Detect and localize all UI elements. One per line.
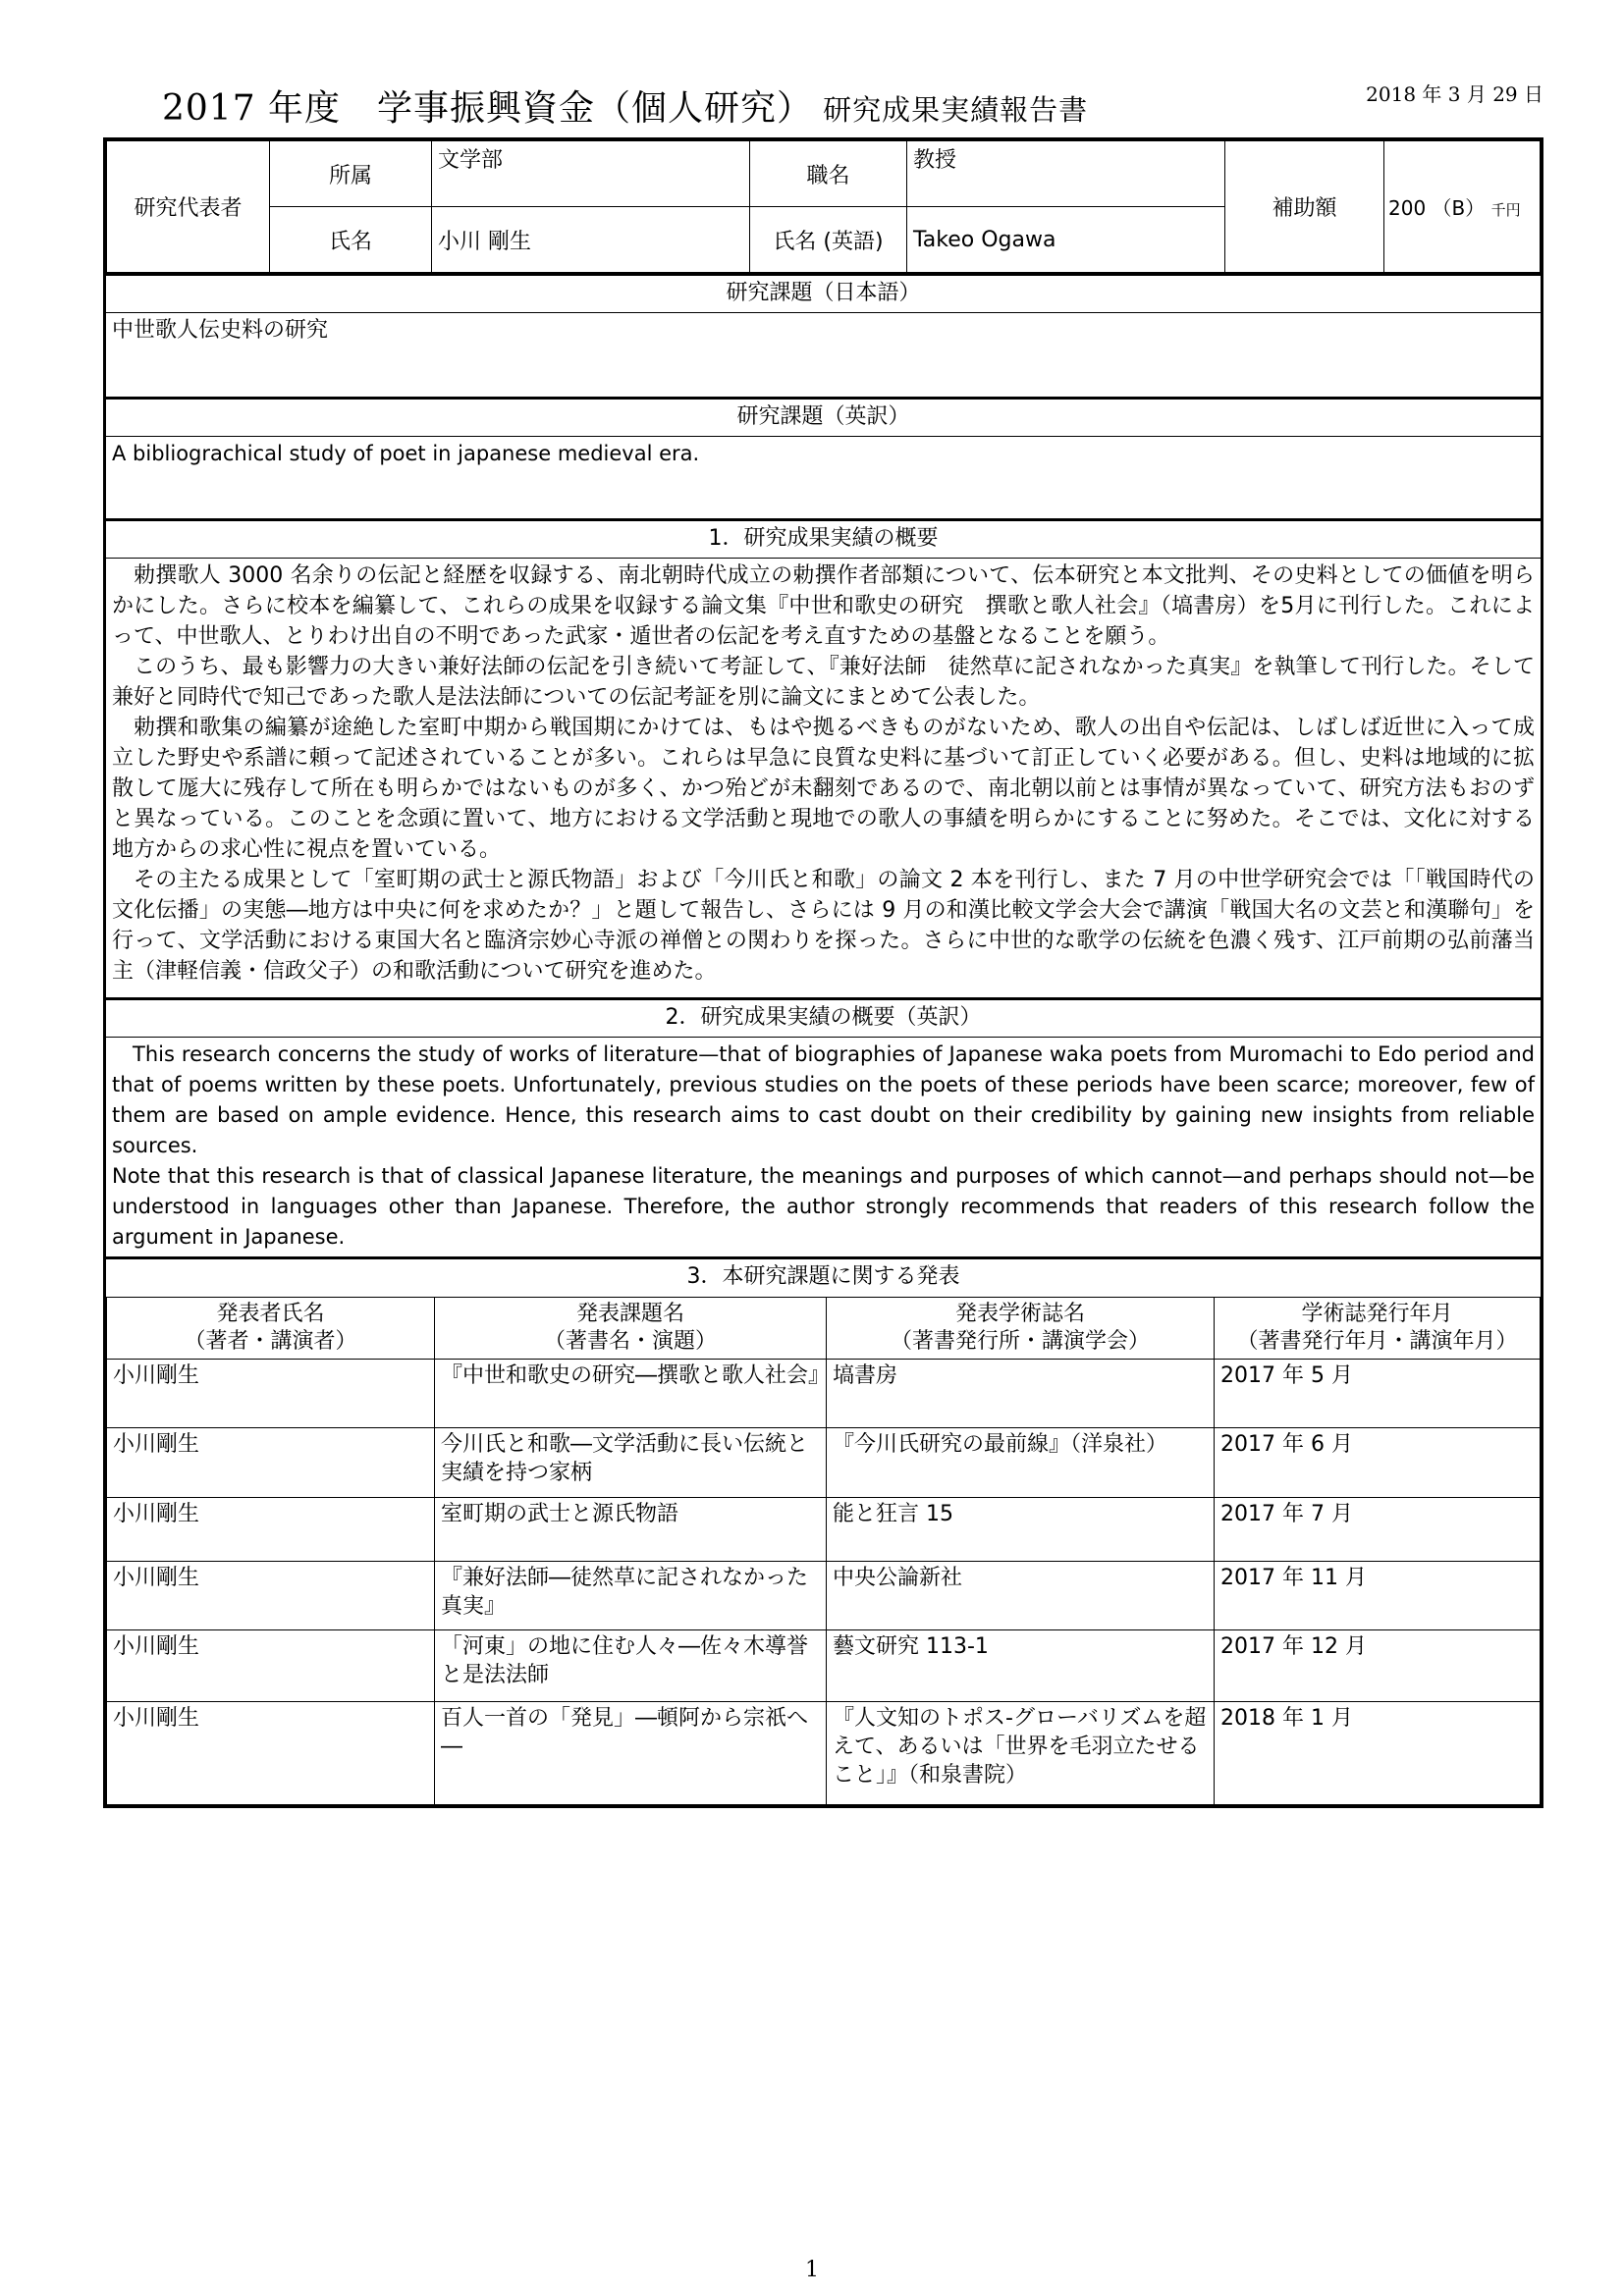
summary-en-heading: 2．研究成果実績の概要（英訳） <box>106 1000 1541 1038</box>
summary-ja-paragraph: その主たる成果として「室町期の武士と源氏物語」および「今川氏と和歌」の論文 2 本を刊行し、また 7 月の中世学研究会では「「戦国時代の文化伝播」の実態―地方は中央に何を求めたか？」と題して報告し、さらには 9 月の和漢比較文学会大会で講演「戦国大名の文芸と和漢聯句」を行って、文学活動における東国大名と臨済宗妙心寺派の禅僧との関わりを探った。さらに中世的な歌学の伝統を色濃く残す、江戸前期の弘前藩当主（津軽信義・信政父子）の和歌活動について研究を進めた。 <box>112 868 1535 984</box>
cell-title: 室町期の武士と源氏物語 <box>435 1498 827 1562</box>
name-en-value: Takeo Ogawa <box>907 207 1225 273</box>
cell-date: 2017 年 11 月 <box>1215 1562 1541 1630</box>
table-row <box>107 1428 1541 1498</box>
report-subtitle: 研究成果実績報告書 <box>823 93 1089 127</box>
name-en-label: 氏名 (英語) <box>750 207 907 273</box>
col-header-title: 発表課題名 （著書名・演題） <box>435 1298 827 1360</box>
cell-presenter: 小川剛生 <box>107 1630 435 1702</box>
cell-journal: 中央公論新社 <box>827 1562 1215 1630</box>
col-header-date: 学術誌発行年月 （著書発行年月・講演年月） <box>1215 1298 1541 1360</box>
cell-journal: 能と狂言 15 <box>827 1498 1215 1562</box>
cell-journal: 塙書房 <box>827 1360 1215 1428</box>
affil-value: 文学部 <box>432 141 750 207</box>
summary-en-paragraph: Note that this research is that of classical Japanese literature, the meanings and purposes of which cannot—and perhaps should not—be understood in languages other than Japanese. Therefore, the author strongly recommends that readers of this research follow the argument in Japanese. <box>112 1164 1535 1249</box>
cell-title: 「河東」の地に住む人々―佐々木導誉と是法法師 <box>435 1630 827 1702</box>
col-header-presenter: 発表者氏名 （著者・講演者） <box>107 1298 435 1360</box>
name-label: 氏名 <box>270 207 432 273</box>
table-row <box>107 1562 1541 1630</box>
summary-en-section <box>106 1000 1541 1259</box>
topic-en-text: A bibliograchical study of poet in japanese medieval era. <box>112 442 700 465</box>
publications-table <box>106 1297 1541 1805</box>
summary-en-paragraph: This research concerns the study of works of literature—that of biographies of Japanese waka poets from Muromachi to Edo period and that of poems written by these poets. Unfortunately, previous studies on the poets of these periods have been scarce; moreover, few of them are based on ample evidence. Hence, this research aims to cast doubt on their credibility by gaining new insights from reliable sources. <box>112 1042 1535 1157</box>
topic-ja-text: 中世歌人伝史料の研究 <box>112 318 329 343</box>
table-row <box>107 1702 1541 1805</box>
cell-presenter: 小川剛生 <box>107 1562 435 1630</box>
table-header-row <box>107 1298 1541 1360</box>
topic-ja-section <box>106 276 1541 400</box>
cell-date: 2018 年 1 月 <box>1215 1702 1541 1805</box>
table-row <box>107 1498 1541 1562</box>
cell-journal: 藝文研究 113-1 <box>827 1630 1215 1702</box>
cell-date: 2017 年 5 月 <box>1215 1360 1541 1428</box>
summary-ja-paragraph: このうち、最も影響力の大きい兼好法師の伝記を引き続いて考証して、『兼好法師 徒然草に記されなかった真実』を執筆して刊行した。そして兼好と同時代で知己であった歌人是法法師についての伝記考証を別に論文にまとめて公表した。 <box>112 655 1535 710</box>
report-form <box>103 137 1543 1808</box>
page-number: 1 <box>805 2258 819 2282</box>
report-date: 2018 年 3 月 29 日 <box>1366 82 1543 106</box>
cell-presenter: 小川剛生 <box>107 1428 435 1498</box>
rep-label: 研究代表者 <box>107 141 270 273</box>
cell-date: 2017 年 7 月 <box>1215 1498 1541 1562</box>
position-label: 職名 <box>750 141 907 207</box>
position-value: 教授 <box>907 141 1225 207</box>
info-section <box>106 140 1541 276</box>
col-header-journal: 発表学術誌名 （著書発行所・講演学会） <box>827 1298 1215 1360</box>
cell-presenter: 小川剛生 <box>107 1702 435 1805</box>
cell-date: 2017 年 6 月 <box>1215 1428 1541 1498</box>
grant-value: 200 （B） 千円 <box>1384 141 1541 273</box>
name-value: 小川 剛生 <box>432 207 750 273</box>
summary-ja-heading: 1．研究成果実績の概要 <box>106 521 1541 559</box>
summary-ja-paragraph: 勅撰和歌集の編纂が途絶した室町中期から戦国期にかけては、もはや拠るべきものがないため、歌人の出自や伝記は、しばしば近世に入って成立した野史や系譜に頼って記述されていることが多い。これらは早急に良質な史料に基づいて訂正していく必要がある。但し、史料は地域的に拡散して厖大に残存して所在も明らかではないものが多く、かつ殆どが未翻刻であるので、南北朝以前とは事情が異なっていて、研究方法もおのずと異なっている。このことを念頭に置いて、地方における文学活動と現地での歌人の事績を明らかにすることに努めた。そこでは、文化に対する地方からの求心性に視点を置いている。 <box>112 716 1535 862</box>
topic-en-heading: 研究課題（英訳） <box>106 400 1541 437</box>
topic-ja-heading: 研究課題（日本語） <box>106 276 1541 313</box>
table-row <box>107 1630 1541 1702</box>
publications-section <box>106 1259 1541 1805</box>
affil-label: 所属 <box>270 141 432 207</box>
grant-label: 補助額 <box>1225 141 1384 273</box>
cell-title: 百人一首の「発見」―頓阿から宗祇へ― <box>435 1702 827 1805</box>
cell-date: 2017 年 12 月 <box>1215 1630 1541 1702</box>
cell-title: 『中世和歌史の研究―撰歌と歌人社会』 <box>435 1360 827 1428</box>
cell-presenter: 小川剛生 <box>107 1360 435 1428</box>
cell-journal: 『今川氏研究の最前線』（洋泉社） <box>827 1428 1215 1498</box>
table-row <box>107 1360 1541 1428</box>
topic-en-section <box>106 400 1541 521</box>
cell-presenter: 小川剛生 <box>107 1498 435 1562</box>
cell-title: 『兼好法師―徒然草に記されなかった真実』 <box>435 1562 827 1630</box>
summary-ja-section <box>106 521 1541 1000</box>
cell-title: 今川氏と和歌―文学活動に長い伝統と実績を持つ家柄 <box>435 1428 827 1498</box>
report-title: 2017 年度 学事振興資金（個人研究） 研究成果実績報告書 <box>162 88 1089 129</box>
summary-ja-paragraph: 勅撰歌人 3000 名余りの伝記と経歴を収録する、南北朝時代成立の勅撰作者部類について、伝本研究と本文批判、その史料としての価値を明らかにした。さらに校本を編纂して、これらの成果を収録する論文集『中世和歌史の研究 撰歌と歌人社会』（塙書房）を5月に刊行した。これによって、中世歌人、とりわけ出自の不明であった武家・遁世者の伝記を考え直すための基盤となることを願う。 <box>112 563 1535 649</box>
cell-journal: 『人文知のトポス-グローバリズムを超えて、あるいは「世界を毛羽立たせること」』（和泉書院） <box>827 1702 1215 1805</box>
publications-heading: 3．本研究課題に関する発表 <box>686 1264 960 1289</box>
